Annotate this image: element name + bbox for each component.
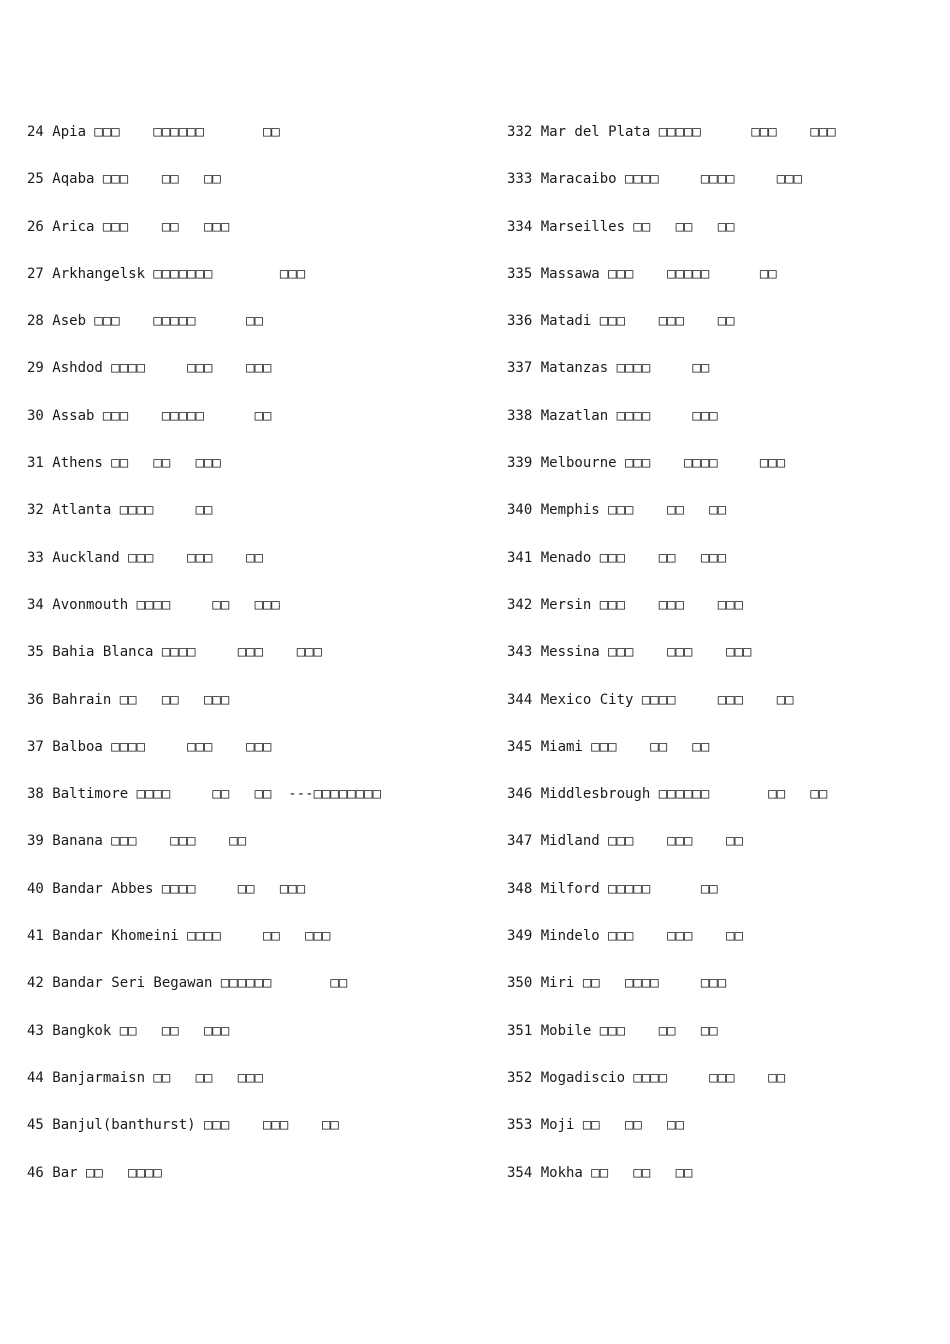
port-entry: 337 Matanzas □□□□ □□ [507, 360, 710, 377]
port-entry: 24 Apia □□□ □□□□□□ □□ [27, 124, 280, 140]
port-entry: 344 Mexico City □□□□ □□□ □□ [507, 691, 794, 708]
port-entry: 335 Massawa □□□ □□□□□ □□ [507, 265, 777, 282]
port-entry: 25 Aqaba □□□ □□ □□ [27, 171, 221, 188]
port-entry: 38 Baltimore □□□□ □□ □□ ---□□□□□□□□ [27, 786, 382, 803]
port-entry: 334 Marseilles □□ □□ □□ [507, 218, 735, 235]
port-entry: 333 Maracaibo □□□□ □□□□ □□□ [507, 171, 803, 188]
port-entry: 350 Miri □□ □□□□ □□□ [507, 975, 727, 992]
port-entry: 342 Mersin □□□ □□□ □□□ [507, 596, 744, 613]
port-entry: 341 Menado □□□ □□ □□□ [507, 549, 727, 566]
right-port-list [507, 121, 950, 1209]
port-entry: 44 Banjarmaisn □□ □□ □□□ [27, 1069, 264, 1086]
port-entry: 339 Melbourne □□□ □□□□ □□□ [507, 455, 786, 472]
port-entry: 40 Bandar Abbes □□□□ □□ □□□ [27, 880, 306, 897]
port-entry: 346 Middlesbrough □□□□□□ □□ □□ [507, 786, 828, 803]
port-entry: 32 Atlanta □□□□ □□ [27, 502, 213, 519]
port-entry: 349 Mindelo □□□ □□□ □□ [507, 928, 744, 945]
port-entry: 340 Memphis □□□ □□ □□ [507, 502, 727, 519]
port-entry: 45 Banjul(banthurst) □□□ □□□ □□ [27, 1117, 339, 1134]
port-entry: 42 Bandar Seri Begawan □□□□□□ □□ [27, 975, 348, 992]
port-entry: 41 Bandar Khomeini □□□□ □□ □□□ [27, 928, 331, 945]
port-entry: 43 Bangkok □□ □□ □□□ [27, 1022, 230, 1039]
port-entry: 338 Mazatlan □□□□ □□□ [507, 407, 718, 424]
left-port-list [27, 121, 477, 1209]
port-entry: 332 Mar del Plata □□□□□ □□□ □□□ [507, 124, 836, 140]
port-entry: 27 Arkhangelsk □□□□□□□ □□□ [27, 265, 306, 282]
port-entry: 34 Avonmouth □□□□ □□ □□□ [27, 596, 280, 613]
port-entry: 351 Mobile □□□ □□ □□ [507, 1022, 718, 1039]
port-entry: 26 Arica □□□ □□ □□□ [27, 218, 230, 235]
port-entry: 347 Midland □□□ □□□ □□ [507, 833, 744, 850]
port-entry: 343 Messina □□□ □□□ □□□ [507, 644, 752, 661]
port-entry: 29 Ashdod □□□□ □□□ □□□ [27, 360, 272, 377]
port-entry: 46 Bar □□ □□□□ [27, 1164, 162, 1181]
port-entry: 31 Athens □□ □□ □□□ [27, 455, 221, 472]
port-entry: 336 Matadi □□□ □□□ □□ [507, 313, 735, 330]
port-entry: 30 Assab □□□ □□□□□ □□ [27, 407, 272, 424]
port-entry: 345 Miami □□□ □□ □□ [507, 738, 710, 755]
port-entry: 348 Milford □□□□□ □□ [507, 880, 718, 897]
port-entry: 353 Moji □□ □□ □□ [507, 1117, 685, 1134]
port-entry: 35 Bahia Blanca □□□□ □□□ □□□ [27, 644, 323, 661]
port-entry: 37 Balboa □□□□ □□□ □□□ [27, 738, 272, 755]
port-entry: 36 Bahrain □□ □□ □□□ [27, 691, 230, 708]
port-entry: 28 Aseb □□□ □□□□□ □□ [27, 313, 264, 330]
port-entry: 39 Banana □□□ □□□ □□ [27, 833, 247, 850]
port-entry: 352 Mogadiscio □□□□ □□□ □□ [507, 1069, 786, 1086]
port-entry: 354 Mokha □□ □□ □□ [507, 1164, 693, 1181]
port-entry: 33 Auckland □□□ □□□ □□ [27, 549, 264, 566]
